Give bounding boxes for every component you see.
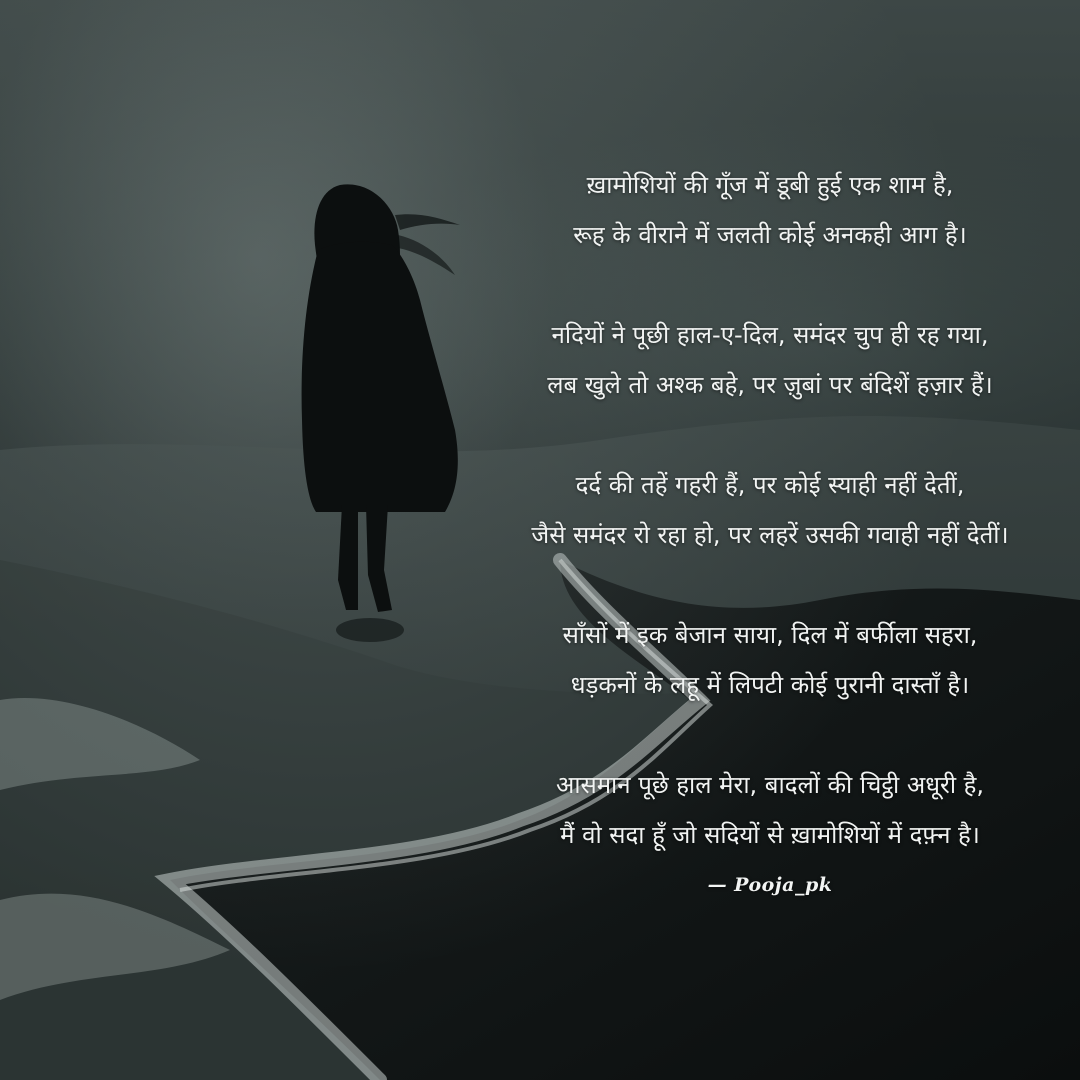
poem-text xyxy=(470,160,1070,900)
reflection xyxy=(336,618,404,642)
poem-line: दर्द की तहें गहरी हैं, पर कोई स्याही नहीं देतीं, xyxy=(575,471,965,499)
author-signature: — Pooja_pk xyxy=(707,874,833,896)
poem-line: साँसों में इक बेजान साया, दिल में बर्फीला सहरा, xyxy=(562,621,978,649)
poem-line: ख़ामोशियों की गूँज में डूबी हुई एक शाम है, xyxy=(586,171,954,199)
poem-line: रूह के वीराने में जलती कोई अनकही आग है। xyxy=(573,221,967,249)
stanza xyxy=(470,760,1070,860)
poem-line: जैसे समंदर रो रहा हो, पर लहरें उसकी गवाही नहीं देतीं। xyxy=(531,521,1009,549)
stanza xyxy=(470,610,1070,710)
poem-line: धड़कनों के लहू में लिपटी कोई पुरानी दास्ताँ है। xyxy=(570,671,970,699)
poem-line: नदियों ने पूछी हाल-ए-दिल, समंदर चुप ही रह गया, xyxy=(551,321,989,349)
poem-line: लब खुले तो अश्क बहे, पर ज़ुबां पर बंदिशें हज़ार हैं। xyxy=(547,371,993,399)
stanza xyxy=(470,460,1070,560)
poem-line: मैं वो सदा हूँ जो सदियों से ख़ामोशियों में दफ़्न है। xyxy=(560,821,980,849)
stanza xyxy=(470,160,1070,260)
poem-line: आसमान पूछे हाल मेरा, बादलों की चिट्ठी अधूरी है, xyxy=(555,771,985,799)
stanza xyxy=(470,310,1070,410)
